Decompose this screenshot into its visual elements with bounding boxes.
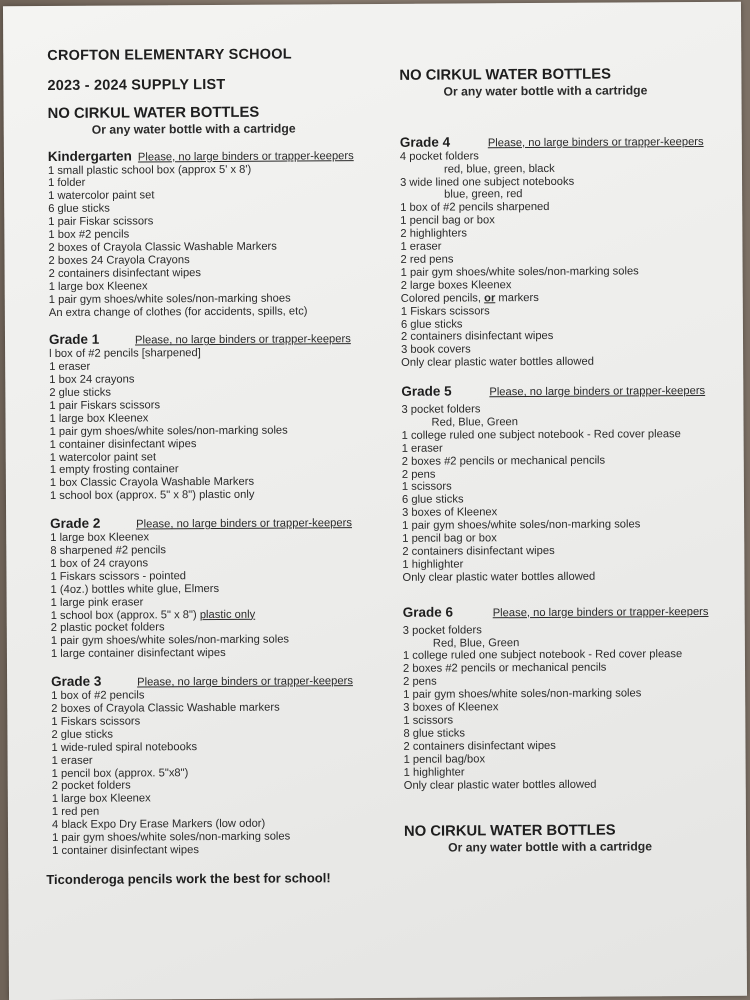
list-item: 4 pocket folders [399, 150, 479, 163]
list-item: 1 college ruled one subject notebook - Red cover please [401, 427, 681, 442]
grade2-title: Grade 2 [50, 515, 101, 532]
grade1-note: Please, no large binders or trapper-keepers [134, 333, 351, 347]
grade6-note: Please, no large binders or trapper-keepers [492, 605, 709, 620]
no-cirkul-subtext-top: Or any water bottle with a cartridge [443, 83, 648, 99]
list-item: 1 pencil bag or box [400, 214, 495, 228]
no-cirkul-banner-bottom: NO CIRKUL WATER BOTTLES [403, 822, 616, 841]
school-title: CROFTON ELEMENTARY SCHOOL [47, 46, 292, 64]
list-item: l box of #2 pencils [sharpened] [49, 347, 201, 361]
no-cirkul-subtext-bottom: Or any water bottle with a cartridge [448, 839, 653, 855]
list-item: 2 containers disinfectant wipes [400, 330, 554, 344]
grade1-title: Grade 1 [48, 332, 100, 348]
list-item: 2 boxes of Crayola Classic Washable markers [51, 701, 280, 715]
grade3-header [51, 674, 381, 690]
supply-list-paper [3, 2, 747, 1000]
list-item: 1 folder [48, 177, 86, 190]
markers-text: markers [495, 291, 539, 304]
list-item: 1 pair gym shoes/white soles/non-marking soles [49, 424, 288, 438]
list-item: 1 pair gym shoes/white soles/non-marking soles [52, 830, 291, 845]
school-box-text: 1 school box (approx. 5" x 8") [50, 608, 197, 622]
list-item: 2 boxes 24 Crayola Crayons [48, 254, 190, 267]
list-item: 1 Fiskars scissors [400, 304, 490, 318]
list-item: 2 boxes of Crayola Classic Washable Markers [48, 240, 277, 254]
list-item: Red, Blue, Green [432, 636, 520, 650]
list-item: 1 wide-ruled spiral notebooks [51, 740, 198, 754]
list-item: 1 scissors [401, 481, 452, 494]
list-item: 2 large boxes Kleenex [400, 278, 512, 292]
list-item: 1 (4oz.) bottles white glue, Elmers [50, 582, 220, 596]
list-item: 1 highlighter [403, 766, 465, 779]
list-item: red, blue, green, black [443, 162, 555, 176]
list-item: Only clear plastic water bottles allowed [401, 355, 594, 370]
list-item: 2 boxes #2 pencils or mechanical pencils [402, 661, 607, 676]
list-item: 1 scissors [403, 714, 454, 727]
list-item: blue, green, red [444, 188, 523, 202]
list-item: 1 large box Kleenex [48, 280, 148, 293]
list-item: 2 boxes #2 pencils or mechanical pencils [401, 454, 606, 468]
list-item: 1 small plastic school box (approx 5' x 8') [47, 163, 252, 177]
list-item: 1 pencil bag or box [402, 532, 497, 545]
list-item: 2 red pens [400, 253, 454, 266]
list-item: 1 pair gym shoes/white soles/non-marking soles [403, 687, 642, 701]
no-cirkul-banner: NO CIRKUL WATER BOTTLES [47, 104, 260, 122]
list-item: 1 empty frosting container [49, 463, 179, 477]
list-item: 1 box of #2 pencils [51, 689, 145, 703]
list-item: 1 container disinfectant wipes [49, 437, 197, 451]
list-item: 2 highlighters [400, 227, 467, 240]
list-item: 6 glue sticks [401, 493, 464, 507]
list-item: 1 watercolor paint set [48, 189, 155, 203]
grade3-list [51, 688, 382, 858]
list-item: Only clear plastic water bottles allowed [402, 570, 596, 584]
list-item: 6 glue sticks [400, 317, 463, 331]
grade1-header [49, 332, 379, 348]
right-column [399, 68, 734, 855]
no-cirkul-banner-top: NO CIRKUL WATER BOTTLES [399, 66, 611, 84]
grade5-title: Grade 5 [401, 383, 452, 399]
list-item: 2 containers disinfectant wipes [402, 544, 555, 558]
list-item: 2 pocket folders [51, 779, 131, 793]
grade3-note: Please, no large binders or trapper-keepers [137, 675, 353, 689]
list-item: 3 boxes of Kleenex [402, 506, 498, 520]
list-item: Red, Blue, Green [431, 416, 519, 429]
list-item: 1 container disinfectant wipes [52, 844, 199, 857]
list-item: 4 black Expo Dry Erase Markers (low odor) [51, 817, 266, 832]
grade5-header [401, 384, 731, 400]
list-item: 1 eraser [401, 442, 443, 455]
list-item: 1 pair Fiskar scissors [48, 215, 154, 229]
list-item: 3 wide lined one subject notebooks [400, 175, 575, 189]
list-item: 1 highlighter [402, 558, 464, 571]
list-item: Only clear plastic water bottles allowed [403, 778, 597, 792]
or-text: or [484, 291, 496, 305]
list-item: 1 pencil box (approx. 5"x8") [51, 766, 189, 780]
list-item: 1 large container disinfectant wipes [50, 647, 226, 661]
list-item: 2 pens [401, 468, 436, 481]
list-item: 3 pocket folders [402, 623, 482, 637]
list-item: 1 eraser [51, 754, 93, 767]
list-item: 1 large box Kleenex [50, 531, 150, 545]
list-item: 1 eraser [400, 240, 442, 253]
list-item: 1 large pink eraser [50, 596, 144, 609]
list-item: 8 sharpened #2 pencils [50, 544, 167, 557]
grade6-header [403, 605, 733, 621]
list-item: 2 plastic pocket folders [50, 621, 165, 635]
grade4-list [400, 149, 731, 370]
grade4-title: Grade 4 [399, 134, 451, 150]
list-item: 3 boxes of Kleenex [403, 701, 499, 714]
grade2-header [50, 516, 380, 532]
list-item: An extra change of clothes (for accidents, spills, etc) [48, 304, 308, 319]
list-item: 1 pair gym shoes/white soles/non-marking soles [400, 265, 639, 279]
list-item: 1 large box Kleenex [49, 412, 149, 425]
list-item: 1 box of #2 pencils sharpened [400, 201, 550, 215]
list-item: 2 glue sticks [51, 728, 114, 741]
kindergarten-title: Kindergarten [47, 148, 132, 164]
colored-pencils-text: Colored pencils, [400, 292, 485, 305]
list-item: 1 pencil bag/box [403, 753, 486, 766]
list-item: 2 containers disinfectant wipes [48, 266, 201, 280]
list-item: 1 watercolor paint set [49, 450, 157, 464]
kindergarten-list [48, 163, 379, 320]
list-item: 1 Fiskars scissors [51, 715, 141, 728]
list-item: 1 box 24 crayons [49, 373, 135, 387]
list-item: 1 Fiskars scissors - pointed [50, 569, 187, 583]
no-cirkul-subtext: Or any water bottle with a cartridge [91, 121, 296, 137]
plastic-only-text: plastic only [199, 608, 256, 621]
list-item: 3 pocket folders [401, 403, 481, 416]
list-item: 2 glue sticks [49, 386, 111, 400]
grade6-title: Grade 6 [402, 604, 454, 620]
grade1-list [49, 346, 380, 503]
list-item: 2 containers disinfectant wipes [403, 739, 556, 753]
kindergarten-note: Please, no large binders or trapper-keepers [137, 149, 354, 164]
grade5-list [401, 402, 732, 585]
left-column [47, 48, 382, 887]
list-item: 1 pair Fiskars scissors [49, 399, 161, 412]
list-item: 6 glue sticks [48, 202, 110, 216]
ticonderoga-note: Ticonderoga pencils work the best for school! [46, 870, 331, 887]
list-item: 1 eraser [49, 360, 91, 374]
kindergarten-header [48, 149, 378, 165]
list-item: 8 glue sticks [403, 727, 466, 740]
list-item: 1 large box Kleenex [51, 792, 151, 806]
list-item: 3 book covers [401, 343, 471, 357]
list-item: 1 box #2 pencils [48, 228, 130, 242]
list-item: 1 school box (approx. 5" x 8") plastic only [49, 489, 255, 503]
list-item: 1 pair gym shoes/white soles/non-marking soles [402, 518, 641, 533]
list-item: 1 red pen [51, 805, 100, 819]
list-item: 2 pens [403, 675, 437, 689]
list-item: 1 box Classic Crayola Washable Markers [49, 476, 255, 490]
grade2-note: Please, no large binders or trapper-keepers [136, 517, 352, 531]
grade4-header [400, 135, 730, 151]
grade6-list [403, 622, 734, 792]
grade2-list [50, 530, 381, 661]
list-item: 1 box of 24 crayons [50, 557, 149, 570]
list-item: 1 pair gym shoes/white soles/non-marking soles [50, 633, 290, 648]
grade3-title: Grade 3 [51, 673, 102, 690]
grade5-note: Please, no large binders or trapper-keepers [489, 385, 706, 399]
list-item: 1 college ruled one subject notebook - Red cover please [402, 648, 683, 663]
grade4-note: Please, no large binders or trapper-keepers [487, 135, 704, 150]
list-item: 1 pair gym shoes/white soles/non-marking shoes [48, 292, 291, 306]
supply-list-title: 2023 - 2024 SUPPLY LIST [47, 76, 226, 94]
